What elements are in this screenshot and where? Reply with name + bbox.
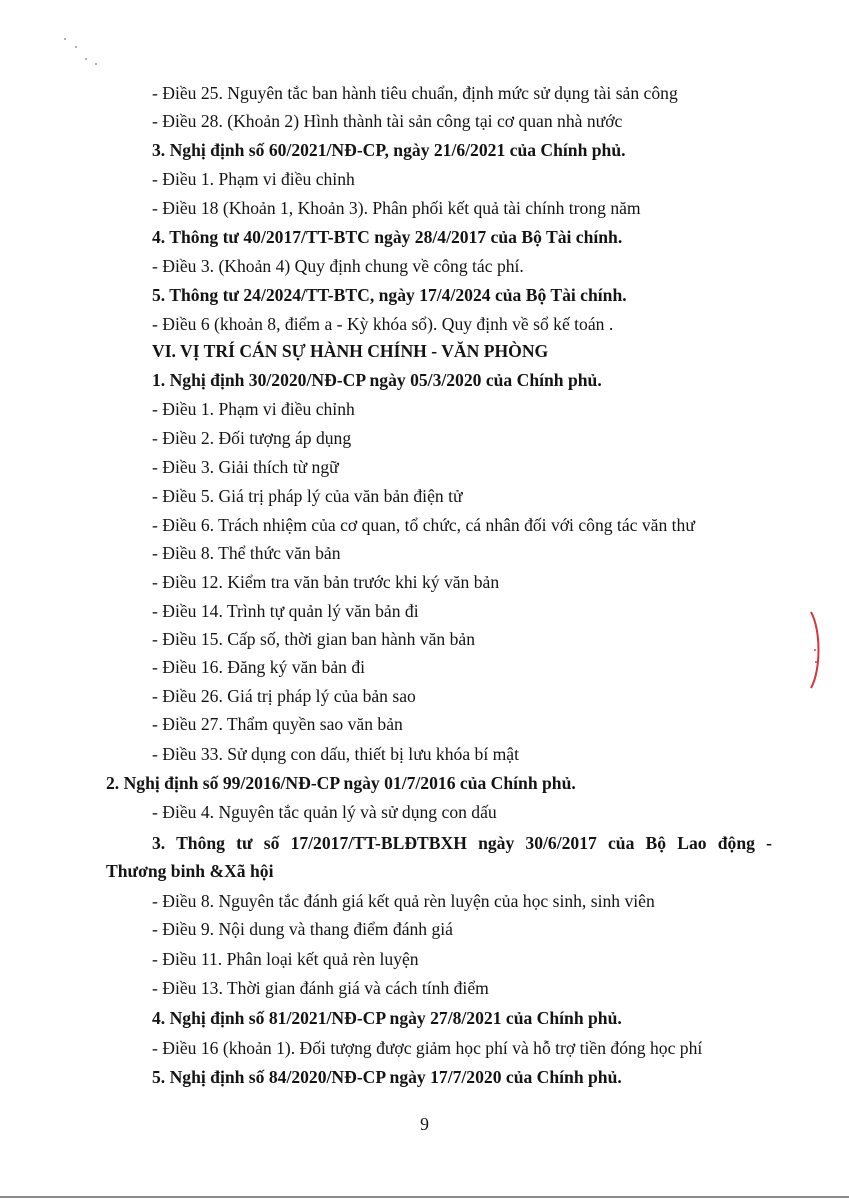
list-item: - Điều 13. Thời gian đánh giá và cách tính điểm bbox=[152, 978, 489, 998]
list-item: - Điều 3. (Khoản 4) Quy định chung về công tác phí. bbox=[152, 256, 524, 276]
list-item: - Điều 9. Nội dung và thang điểm đánh giá bbox=[152, 919, 453, 939]
list-item: - Điều 33. Sử dụng con dấu, thiết bị lưu khóa bí mật bbox=[152, 744, 519, 764]
scan-speck bbox=[95, 63, 97, 65]
list-item: - Điều 15. Cấp số, thời gian ban hành văn bản bbox=[152, 629, 475, 649]
list-item: - Điều 5. Giá trị pháp lý của văn bản điện tử bbox=[152, 486, 463, 506]
scan-speck bbox=[75, 46, 77, 48]
list-item: - Điều 16. Đăng ký văn bản đi bbox=[152, 657, 366, 677]
list-item: - Điều 1. Phạm vi điều chỉnh bbox=[152, 399, 355, 419]
section-heading: 5. Thông tư 24/2024/TT-BTC, ngày 17/4/2024 của Bộ Tài chính. bbox=[152, 285, 627, 305]
list-item: - Điều 1. Phạm vi điều chỉnh bbox=[152, 169, 355, 189]
list-item: - Điều 8. Thể thức văn bản bbox=[152, 543, 341, 563]
list-item: - Điều 4. Nguyên tắc quản lý và sử dụng con dấu bbox=[152, 802, 497, 822]
scan-speck bbox=[85, 58, 87, 60]
red-margin-mark bbox=[809, 610, 823, 690]
section-heading-continuation: Thương binh &Xã hội bbox=[106, 861, 274, 881]
section-heading: 3. Thông tư số 17/2017/TT-BLĐTBXH ngày 30/6/2017 của Bộ Lao động - bbox=[152, 833, 772, 853]
section-heading: 2. Nghị định số 99/2016/NĐ-CP ngày 01/7/2016 của Chính phủ. bbox=[106, 773, 576, 793]
list-item: - Điều 28. (Khoản 2) Hình thành tài sản công tại cơ quan nhà nước bbox=[152, 111, 623, 131]
list-item: - Điều 27. Thẩm quyền sao văn bản bbox=[152, 714, 403, 734]
scan-speck bbox=[64, 38, 66, 40]
section-heading: 4. Nghị định số 81/2021/NĐ-CP ngày 27/8/2021 của Chính phủ. bbox=[152, 1008, 622, 1028]
list-item: - Điều 16 (khoản 1). Đối tượng được giảm học phí và hỗ trợ tiền đóng học phí bbox=[152, 1038, 703, 1058]
list-item: - Điều 6. Trách nhiệm của cơ quan, tổ chức, cá nhân đối với công tác văn thư bbox=[152, 515, 695, 535]
bottom-edge-rule bbox=[0, 1196, 849, 1198]
page-number: 9 bbox=[420, 1114, 429, 1134]
section-heading: 5. Nghị định số 84/2020/NĐ-CP ngày 17/7/2020 của Chính phủ. bbox=[152, 1067, 622, 1087]
list-item: - Điều 6 (khoản 8, điểm a - Kỳ khóa sổ). Quy định về sổ kế toán . bbox=[152, 314, 614, 334]
list-item: - Điều 3. Giải thích từ ngữ bbox=[152, 457, 339, 477]
list-item: - Điều 12. Kiểm tra văn bản trước khi ký văn bản bbox=[152, 572, 500, 592]
list-item: - Điều 8. Nguyên tắc đánh giá kết quả rèn luyện của học sinh, sinh viên bbox=[152, 891, 655, 911]
list-item: - Điều 14. Trình tự quản lý văn bản đi bbox=[152, 601, 419, 621]
section-heading: 3. Nghị định số 60/2021/NĐ-CP, ngày 21/6/2021 của Chính phủ. bbox=[152, 140, 626, 160]
chapter-heading: VI. VỊ TRÍ CÁN SỰ HÀNH CHÍNH - VĂN PHÒNG bbox=[152, 341, 549, 361]
list-item: - Điều 2. Đối tượng áp dụng bbox=[152, 428, 352, 448]
list-item: - Điều 18 (Khoản 1, Khoản 3). Phân phối kết quả tài chính trong năm bbox=[152, 198, 641, 218]
list-item: - Điều 25. Nguyên tắc ban hành tiêu chuẩn, định mức sử dụng tài sản công bbox=[152, 83, 678, 103]
section-heading: 4. Thông tư 40/2017/TT-BTC ngày 28/4/2017 của Bộ Tài chính. bbox=[152, 227, 623, 247]
section-heading: 1. Nghị định 30/2020/NĐ-CP ngày 05/3/2020 của Chính phủ. bbox=[152, 370, 602, 390]
list-item: - Điều 26. Giá trị pháp lý của bản sao bbox=[152, 686, 416, 706]
list-item: - Điều 11. Phân loại kết quả rèn luyện bbox=[152, 949, 419, 969]
